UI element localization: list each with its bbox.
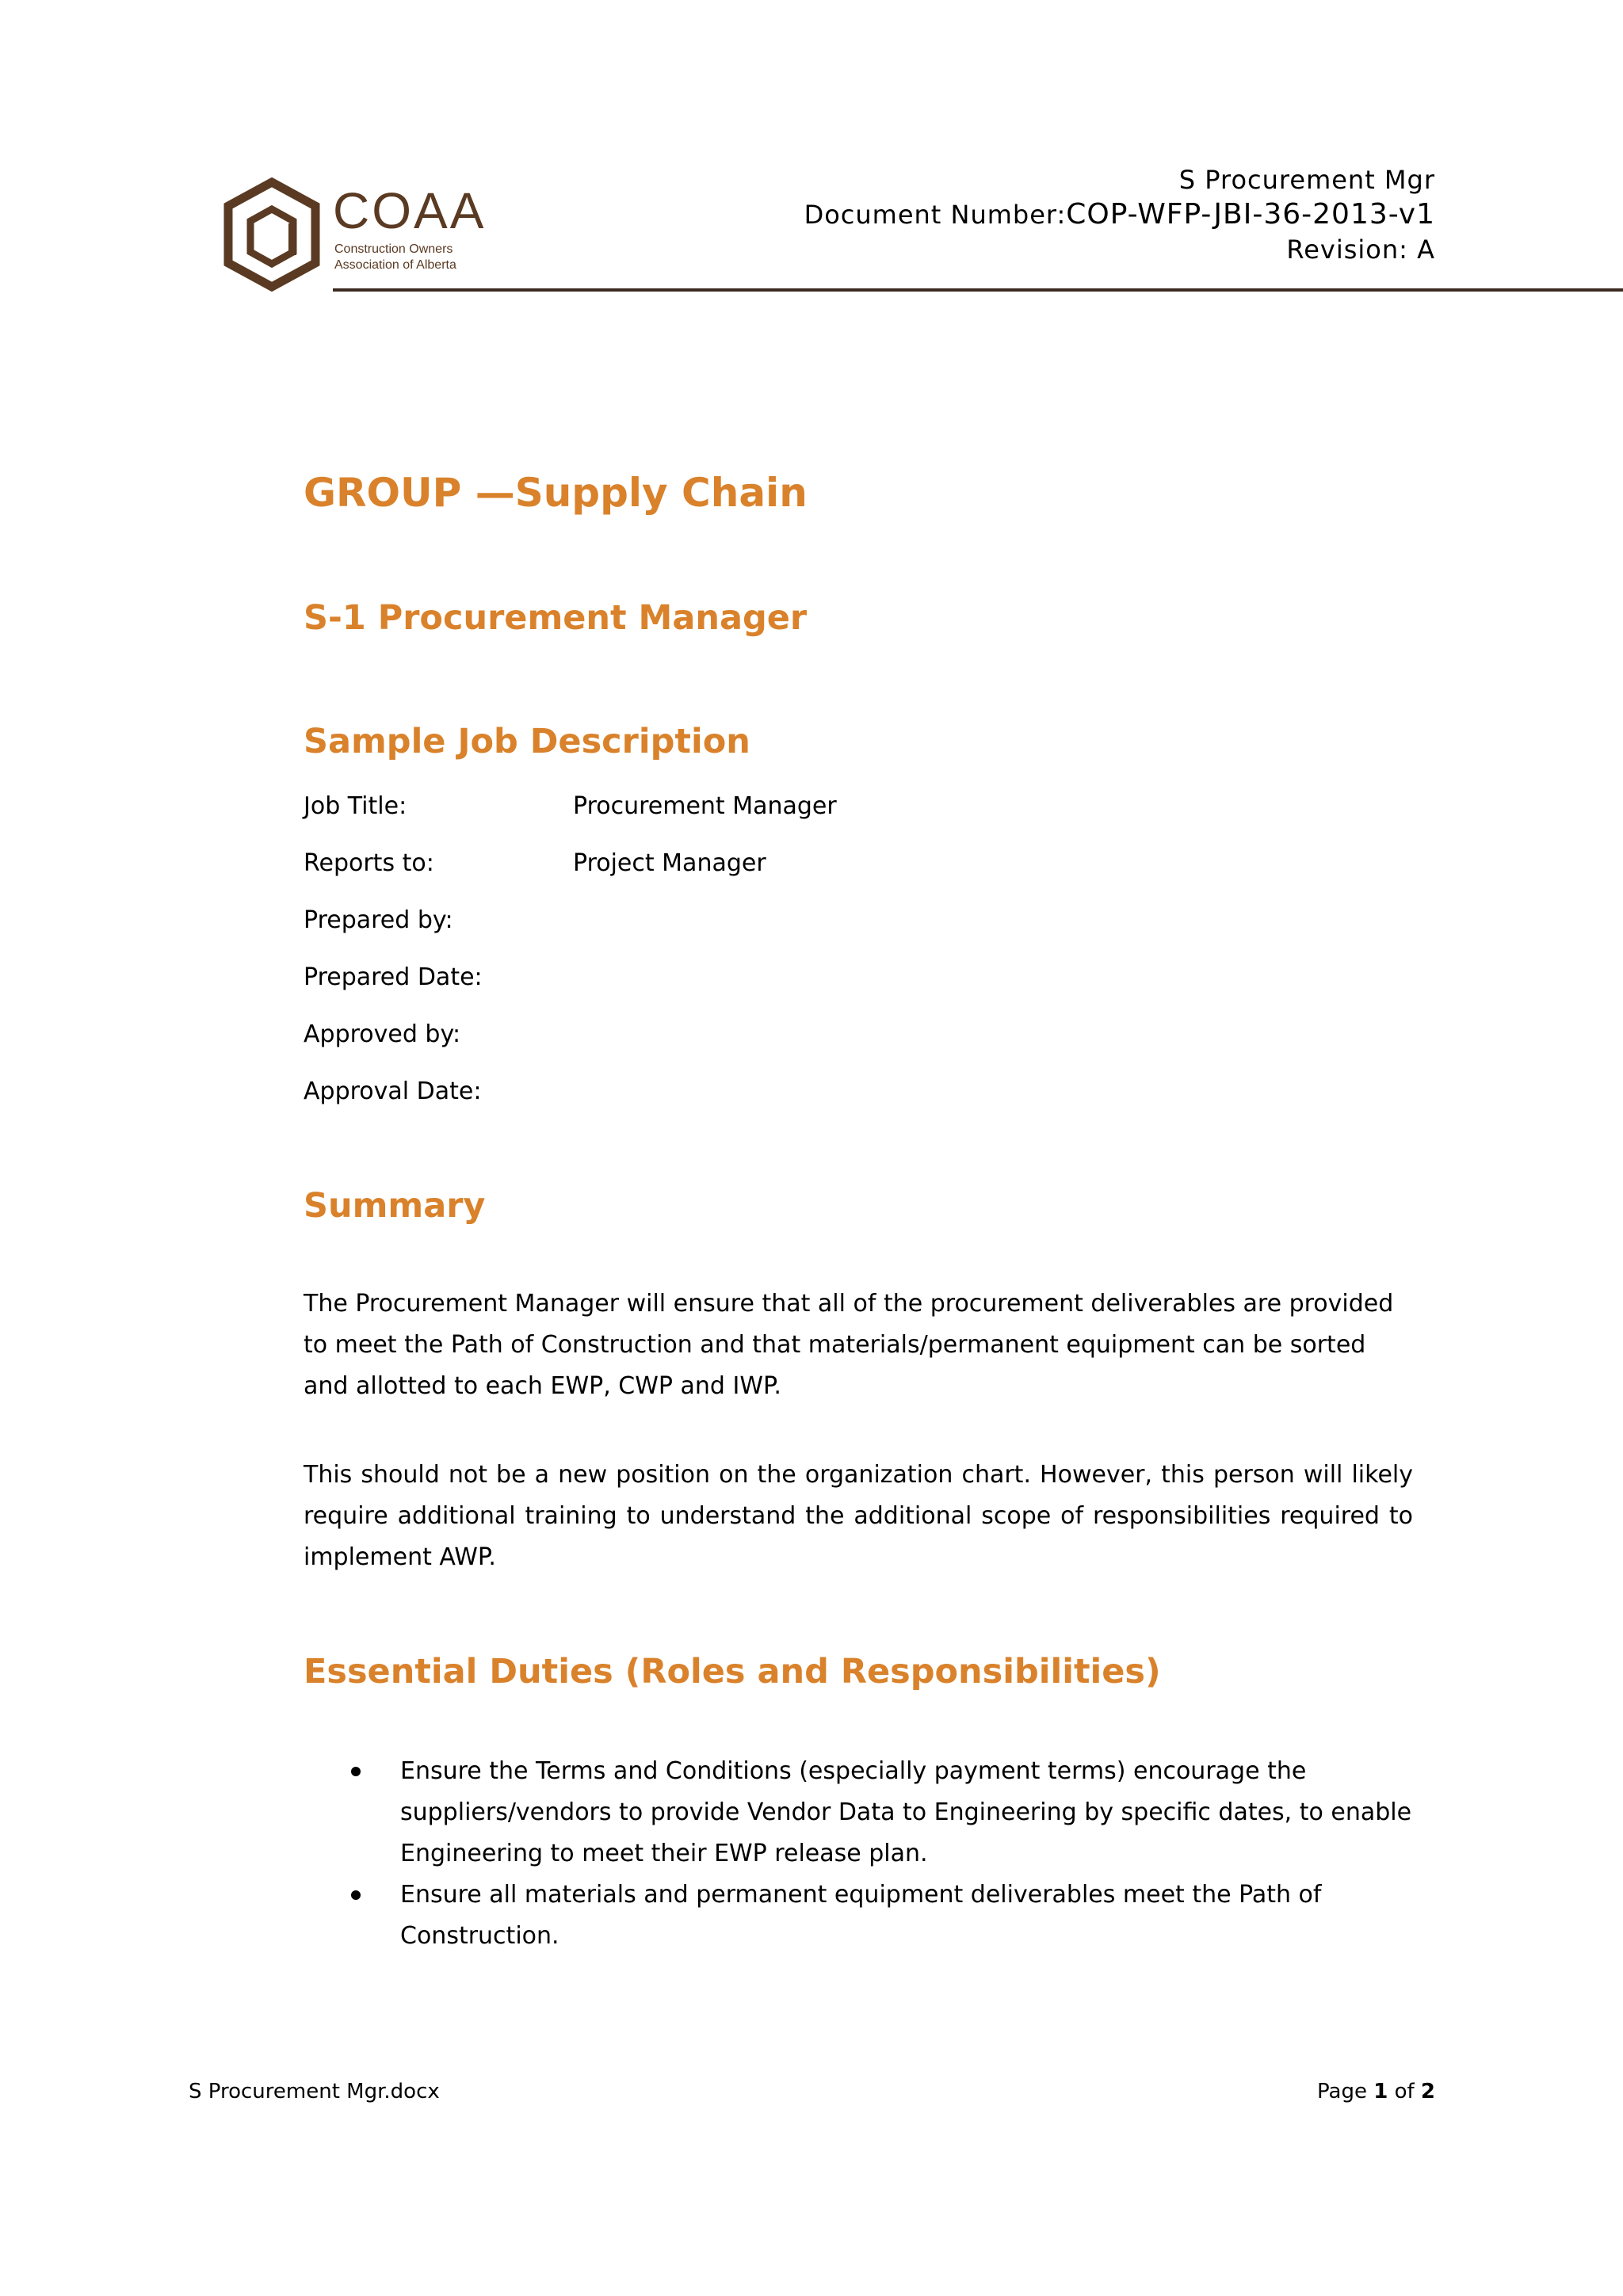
summary-heading: Summary xyxy=(304,1186,486,1226)
revision-label: Revision: A xyxy=(1286,235,1435,265)
field-label: Approval Date: xyxy=(304,1077,482,1105)
doc-number-label: Document Number: xyxy=(804,200,1067,230)
field-label: Prepared by: xyxy=(304,906,453,934)
list-item xyxy=(304,1875,1437,1957)
bullet-icon xyxy=(351,1890,361,1900)
doc-number-line xyxy=(804,197,1435,232)
page-of: of xyxy=(1388,2080,1421,2103)
field-label: Prepared Date: xyxy=(304,963,483,991)
logo-subtitle-line1: Construction Owners xyxy=(334,242,453,256)
field-label: Approved by: xyxy=(304,1020,461,1048)
field-label: Reports to: xyxy=(304,849,434,877)
duties-list xyxy=(304,1751,1437,1957)
duty-text: Ensure the Terms and Conditions (especially payment terms) encourage the suppliers/vendors to provide Vendor Data to Engineering by specific dates, to enable Engineering to meet their EWP release plan. xyxy=(400,1757,1412,1867)
duty-text: Ensure all materials and permanent equipment deliverables meet the Path of Construction. xyxy=(400,1881,1322,1950)
page-total: 2 xyxy=(1420,2080,1435,2103)
duties-heading: Essential Duties (Roles and Responsibilities) xyxy=(304,1652,1161,1691)
field-row-approved-by xyxy=(304,1019,573,1051)
page-current: 1 xyxy=(1373,2080,1388,2103)
section-title-job-description: Sample Job Description xyxy=(304,722,750,761)
logo-wordmark: COAA xyxy=(333,182,487,239)
field-value: Procurement Manager xyxy=(573,792,837,820)
page-prefix: Page xyxy=(1317,2080,1374,2103)
field-row-approval-date xyxy=(304,1076,573,1108)
summary-paragraph-1: The Procurement Manager will ensure that all of the procurement deliverables are provided to meet the Path of Construction and that materials/permanent equipment can be sorted and allotted to each EWP, CWP and IWP. xyxy=(304,1290,1394,1400)
field-row-prepared-date xyxy=(304,962,573,994)
footer-page-number xyxy=(1317,2077,1435,2106)
field-row-prepared-by xyxy=(304,905,573,936)
summary-paragraph-2: This should not be a new position on the organization chart. However, this person will likely require additional training to understand the additional scope of responsibilities required to implement AWP. xyxy=(304,1461,1413,1571)
document-header-info xyxy=(804,162,1435,267)
field-row-reports-to xyxy=(304,848,766,879)
field-label: Job Title: xyxy=(304,792,407,820)
hexagon-logo-icon xyxy=(220,176,323,295)
footer-filename: S Procurement Mgr.docx xyxy=(189,2080,440,2103)
group-title: GROUP —Supply Chain xyxy=(304,470,808,516)
doc-short-title: S Procurement Mgr xyxy=(1178,165,1435,195)
role-title: S-1 Procurement Manager xyxy=(304,598,808,638)
coaa-logo xyxy=(220,176,487,295)
logo-subtitle-line2: Association of Alberta xyxy=(334,258,456,272)
doc-number-value: COP-WFP-JBI-36-2013-v1 xyxy=(1066,198,1435,231)
bullet-icon xyxy=(351,1767,361,1776)
header-divider xyxy=(333,288,1623,292)
list-item xyxy=(304,1751,1437,1875)
field-value: Project Manager xyxy=(573,849,766,877)
field-row-job-title xyxy=(304,791,837,822)
